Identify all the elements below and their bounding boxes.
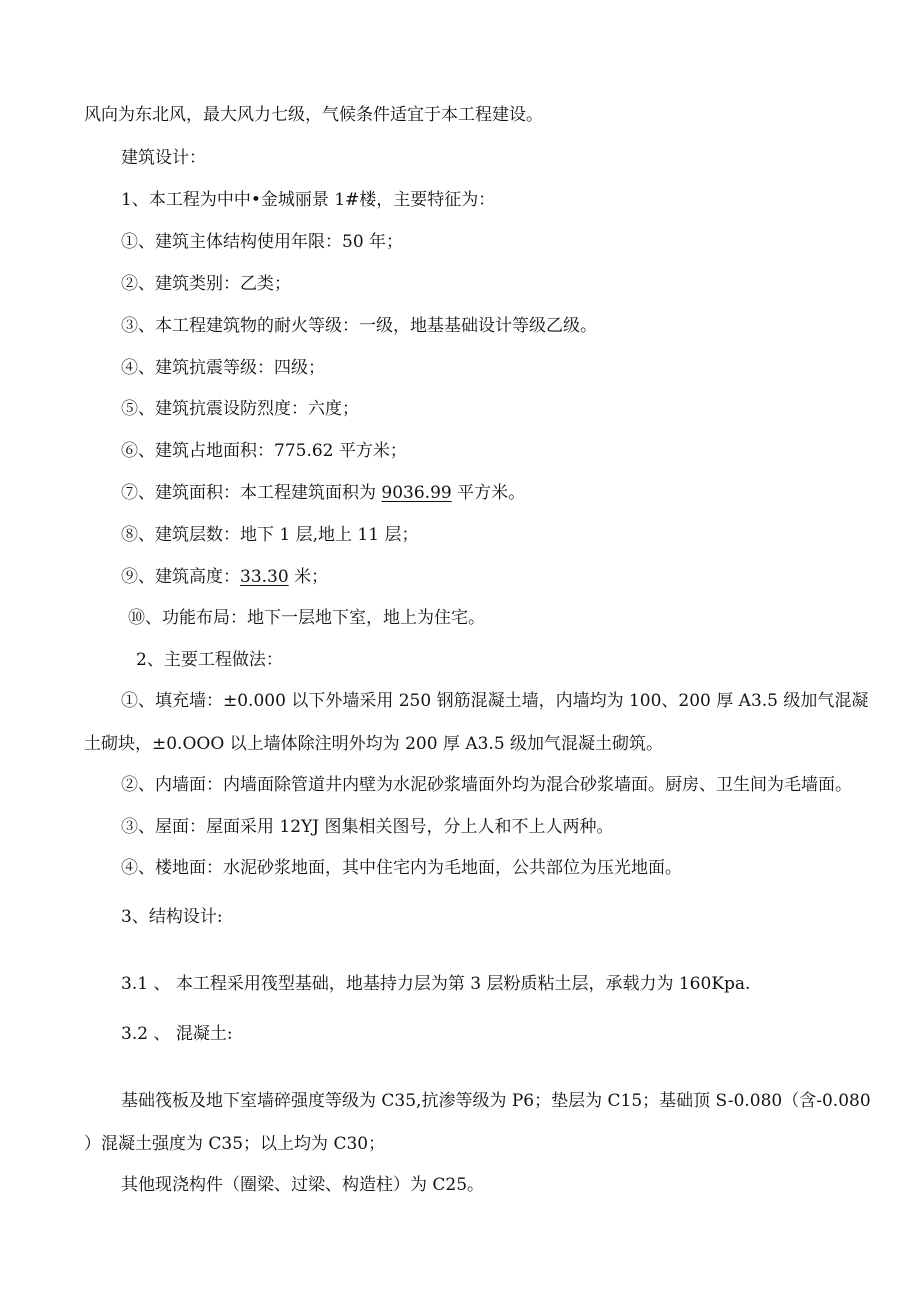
building-area-unit: 平方米。 (451, 483, 526, 503)
feature-seismic-grade: ④、建筑抗震等级：四级； (121, 358, 325, 378)
feature-building-area (121, 482, 525, 504)
building-height-label: ⑨、建筑高度： (121, 567, 240, 587)
method-roof: ③、屋面：屋面采用 12YJ 图集相关图号，分上人和不上人两种。 (121, 817, 614, 837)
building-area-label: ⑦、建筑面积：本工程建筑面积为 (121, 483, 382, 503)
feature-building-height (121, 566, 328, 588)
building-height-value: 33.30 (240, 567, 289, 587)
method-interior-wall: ②、内墙面：内墙面除管道井内壁为水泥砂浆墙面外均为混合砂浆墙面。厨房、卫生间为毛墙面。 (121, 775, 852, 795)
structure-foundation: 3.1 、 本工程采用筏型基础，地基持力层为第 3 层粉质粘土层，承载力为 160Kpa. (121, 974, 751, 994)
method-infill-wall-line2: 土砌块，±0.OOO 以上墙体除注明外均为 200 厚 A3.5 级加气混凝土砌筑。 (84, 734, 664, 754)
item-2-main-methods: 2、主要工程做法： (136, 650, 283, 670)
feature-land-area: ⑥、建筑占地面积：775.62 平方米； (121, 441, 407, 461)
intro-paragraph: 风向为东北风，最大风力七级，气候条件适宜于本工程建设。 (84, 105, 543, 125)
feature-building-category: ②、建筑类别：乙类； (121, 274, 291, 294)
building-height-unit: 米； (288, 567, 329, 587)
item-1-project-features: 1、本工程为中中•金城丽景 1#楼，主要特征为： (121, 190, 496, 210)
feature-service-life: ①、建筑主体结构使用年限：50 年； (121, 232, 404, 252)
concrete-other-members: 其他现浇构件（圈梁、过梁、构造柱）为 C25。 (121, 1175, 485, 1195)
building-area-value: 9036.99 (381, 483, 452, 503)
heading-architecture-design: 建筑设计： (121, 148, 206, 168)
feature-fire-resistance: ③、本工程建筑物的耐火等级：一级，地基基础设计等级乙级。 (121, 316, 597, 336)
method-infill-wall-line1: ①、填充墙：±0.000 以下外墙采用 250 钢筋混凝土墙，内墙均为 100、200 厚 A3.5 级加气混凝 (121, 691, 869, 711)
method-floor: ④、楼地面：水泥砂浆地面，其中住宅内为毛地面，公共部位为压光地面。 (121, 858, 682, 878)
concrete-grade-line2: ）混凝土强度为 C35；以上均为 C30； (84, 1134, 386, 1154)
feature-seismic-intensity: ⑤、建筑抗震设防烈度：六度； (121, 399, 359, 419)
concrete-grade-line1: 基础筏板及地下室墙碎强度等级为 C35,抗渗等级为 P6；垫层为 C15；基础顶 S-0.080（含-0.080 (121, 1091, 871, 1111)
feature-floor-count: ⑧、建筑层数：地下 1 层,地上 11 层； (121, 525, 419, 545)
feature-function-layout: ⑩、功能布局：地下一层地下室，地上为住宅。 (128, 608, 485, 628)
structure-concrete-heading: 3.2 、 混凝土: (121, 1024, 233, 1044)
item-3-structure-design: 3、结构设计: (121, 907, 223, 927)
